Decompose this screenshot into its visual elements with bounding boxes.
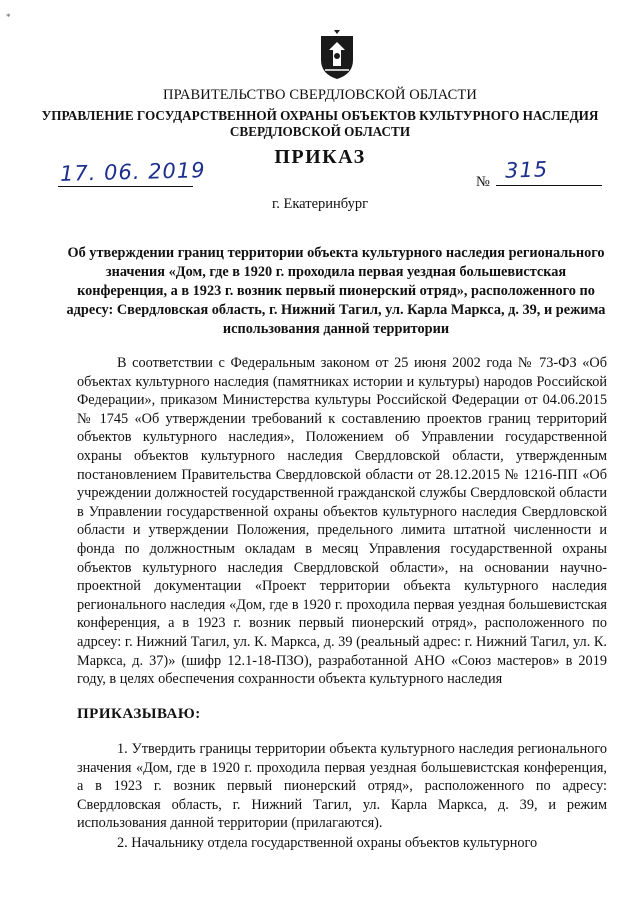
department-name-line2: СВЕРДЛОВСКОЙ ОБЛАСТИ: [229, 124, 411, 139]
department-name-line1: УПРАВЛЕНИЕ ГОСУДАРСТВЕННОЙ ОХРАНЫ ОБЪЕКТОВ КУЛЬТУРНОГО НАСЛЕДИЯ: [41, 108, 599, 123]
preamble-paragraph: В соответствии с Федеральным законом от 25 июня 2002 года № 73-ФЗ «Об объектах культурного наследия (памятниках истории и культуры) народов Российской Федерации», приказом Министерства культуры Российской Федерации от 04.06.2015 № 1745 «Об утверждении требований к составлению проектов границ территорий объектов культурного наследия», Положением об Управлении государственной охраны объектов культурного наследия Свердловской области, утвержденным постановлением Правительства Свердловской области от 28.12.2015 № 1216-ПП «Об учреждении должностей государственной гражданской службы Свердловской области в Управлении государственной охраны объектов культурного наследия Свердловской области и утверждении Положения, предельного лимита штатной численности и фонда по должностным окладам в месяц Управления государственной охраны объектов культурного наследия Свердловской области», на основании научно-проектной документации «Проект территории объекта культурного наследия регионального наследия «Дом, где в 1920 г. проходила первая уездная большевистская конференция, а в 1923 г. возник первый пионерский отряд», расположенного по адрсеу: г. Нижний Тагил, ул. К. Маркса, д. 39 (реальный адрес: г. Нижний Тагил, ул. К. Маркса, д. 37)» (шифр 12.1-18-ПЗО), разработанной АНО «Союз мастеров» в 2019 году, в целях обеспечения сохранности объекта культурного наследия: [77, 355, 607, 688]
number-underline: [496, 185, 602, 186]
coat-of-arms-icon: [315, 30, 359, 80]
document-type-title: ПРИКАЗ: [274, 146, 366, 168]
number-label: №: [476, 174, 490, 190]
order-subject: Об утверждении границ территории объекта культурного наследия регионального значения «Дом, где в 1920 г. проходила первая уездная большевистская конференция, а в 1923 г. возник первый пионерский отряд», расположенного по адресу: Свердловская область, г. Нижний Тагил, ул. Карла Маркса, д. 39, и режима использования данной территории: [66, 245, 606, 337]
handwritten-number: 315: [504, 157, 549, 183]
order-word: ПРИКАЗЫВАЮ:: [77, 706, 201, 722]
corner-mark: *: [6, 12, 11, 22]
order-item-1: 1. Утвердить границы территории объекта культурного наследия регионального значения «Дом, где в 1920 г. проходила первая уездная большевистская конференция, а в 1923 г. возник первый пионерский отряд», расположенного по адресу: Свердловская область, г. Нижний Тагил, ул. Карла Маркса, д. 39, и режим использования данной территории (прилагаются).: [77, 741, 607, 832]
handwritten-date: 17. 06. 2019: [59, 158, 206, 186]
city: г. Екатеринбург: [271, 196, 369, 212]
date-underline: [58, 186, 193, 187]
order-item-2: 2. Начальнику отдела государственной охраны объектов культурного: [117, 835, 538, 851]
government-name: ПРАВИТЕЛЬСТВО СВЕРДЛОВСКОЙ ОБЛАСТИ: [163, 87, 477, 103]
